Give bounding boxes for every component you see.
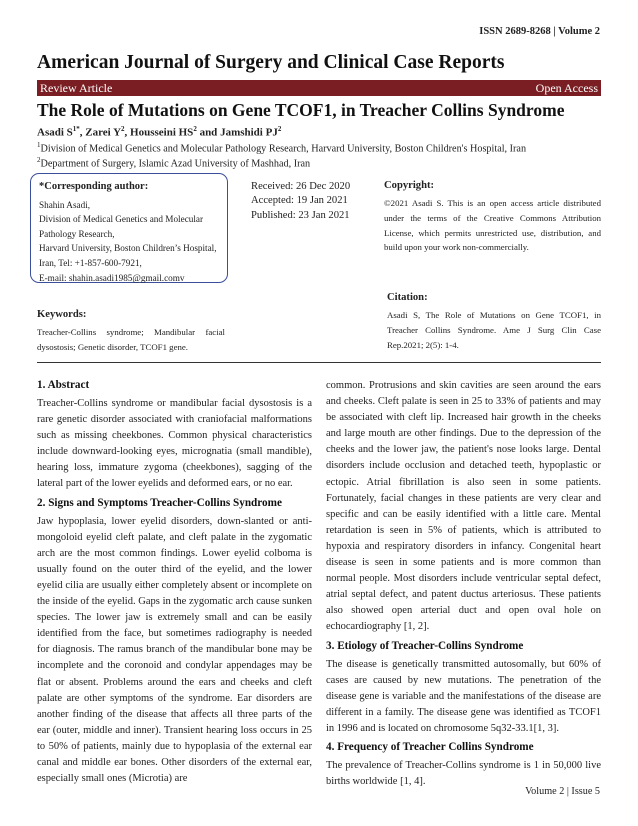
corresponding-line: Division of Medical Genetics and Molecular	[39, 214, 204, 225]
author-sup: 2	[277, 125, 282, 133]
author-name: Asadi S	[37, 126, 73, 139]
corresponding-line: Shahin Asadi,	[39, 199, 91, 210]
citation-heading: Citation:	[387, 292, 428, 303]
keywords-heading: Keywords:	[37, 309, 87, 320]
signs-continued-paragraph: common. Protrusions and skin cavities are seen around the ears and cheeks. Cleft palate is seen in 25 to 33% of patients and may be associated with cleft lip. Increased hair growth in the cheeks and large mouth are other findings. Due to the depression of the cheeks and the lower jaw, the patient's nose looks large. Dental disorders include occlusion and detached teeth, hypoplastic or ectopic. Atrial fibrillation is also seen in some patients. Fortunately, facial changes in these patients are very clear and specific and can be easily identified with a little care. Mental retardation is seen in 5% of patients, which is attributed to hypoxia and respiratory disorders in infancy. Congenital heart disease is seen in some patients and is more common than normal people. Most disorders include ventricular septal defect, atrial septal defect, and patent ductus arteriosus. These patients also showed open arterial duct and open oval hole on echocardiography [1, 2].	[326, 380, 601, 633]
author-list	[37, 125, 281, 139]
frequency-paragraph: The prevalence of Treacher-Collins syndrome is 1 in 50,000 live births worldwide [1, 4].	[326, 759, 601, 788]
author-name: Housseini HS	[130, 126, 194, 139]
citation-text: Asadi S, The Role of Mutations on Gene TCOF1, in Treacher Collins Syndrome. Ame J Surg Clin Case Rep.2021; 2(5): 1-4.	[387, 310, 601, 351]
corresponding-line: Iran, Tel: +1-857-600-7921,	[39, 257, 142, 268]
affiliation-text: Department of Surgery, Islamic Azad University of Mashhad, Iran	[40, 158, 311, 170]
section-heading-frequency: 4. Frequency of Treacher Collins Syndrome	[326, 740, 534, 753]
signs-paragraph: Jaw hypoplasia, lower eyelid disorders, down-slanted or anti-mongoloid eyelid cleft palate, and cleft palate in the zygomatic arch are the most common findings. Lower eyelid colboma is usually found on the outer third of the eyelid, and the lower eyelid cilia are usually either completely absent or incomplete on the inside of the eyelid. Gaps in the zygomatic arch cause sunken species. The lower jaw is extremely small and can be easily identified from the face, but sometimes radiography is needed for diagnosis. The ramus branch of the mandibular bone may be incomplete and the coronoid and condylar appendages may be flat or absent. Problems around the ears and cheeks and cleft palate are other symptoms of the syndrome. Ear disorders are another finding of the disease that affects all three parts of the ear (outer, middle and inner). Transient hearing loss occurs in 25 to 50% of patients, mainly due to hypoplasia of the external ear canal and middle ear bones. Other disorders of the external ear, especially small ones (Microtia) are	[37, 515, 312, 785]
etiology-paragraph: The disease is genetically transmitted autosomally, but 60% of cases are caused by new mutations. The penetration of the disease gene is variable and the manifestations of the disease are different in a family. The disease gene was identified as TCOF1 in 1996 and is located on chromosome 5q32-33.1[1, 3].	[326, 658, 601, 734]
article-title: The Role of Mutations on Gene TCOF1, in Treacher Collins Syndrome	[37, 100, 565, 120]
author-name: Jamshidi PJ	[220, 126, 278, 139]
keywords-text: Treacher-Collins syndrome; Mandibular facial dysostosis; Genetic disorder, TCOF1 gene.	[37, 327, 225, 353]
open-access-label: Open Access	[535, 81, 598, 95]
author-sup: 2	[121, 125, 125, 133]
published-date: Published: 23 Jan 2021	[251, 209, 350, 221]
article-type: Review Article	[40, 81, 113, 95]
article-dates	[251, 180, 350, 223]
corresponding-email[interactable]: E-mail: shahin.asadi1985@gmail.comv	[39, 272, 185, 283]
left-column	[37, 378, 312, 790]
corresponding-heading: *Corresponding author:	[39, 181, 149, 192]
issn-volume: ISSN 2689-8268 | Volume 2	[479, 26, 600, 37]
abstract-paragraph: Treacher-Collins syndrome or mandibular facial dysostosis is a rare genetic disorder associated with craniofacial malformations such as missing cheekbones. Common physical characteristics include downward-looking eyes, micrognatia (small mandible), hearing loss, immature zygoma (cheekbones), sagging of the lateral part of the lower eyelids and deformed ears, or no ear.	[37, 398, 312, 490]
section-heading-signs: 2. Signs and Symptoms Treacher-Collins Syndrome	[37, 496, 282, 509]
affiliation-text: Division of Medical Genetics and Molecular Pathology Research, Harvard University, Boston Children's Hospital, Iran	[40, 143, 527, 155]
corresponding-author-box	[30, 173, 228, 283]
section-heading-etiology: 3. Etiology of Treacher-Collins Syndrome	[326, 639, 524, 652]
author-name: Zarei Y	[85, 126, 122, 139]
section-divider	[37, 362, 601, 363]
author-separator: ,	[124, 126, 131, 139]
author-separator: ,	[79, 126, 86, 139]
author-separator: and	[196, 126, 221, 139]
journal-title: American Journal of Surgery and Clinical Case Reports	[37, 52, 505, 73]
accepted-date: Accepted: 19 Jan 2021	[251, 195, 348, 207]
copyright-text: ©2021 Asadi S. This is an open access article distributed under the terms of the Creative Commons Attribution License, which permits unrestricted use, distribution, and build upon your work non-commercially.	[384, 198, 601, 253]
received-date: Received: 26 Dec 2020	[251, 181, 351, 192]
affiliation-2	[37, 156, 310, 169]
page-footer: Volume 2 | Issue 5	[525, 786, 600, 797]
article-type-bar	[37, 80, 601, 96]
copyright-heading: Copyright:	[384, 180, 435, 191]
right-column	[326, 378, 601, 793]
corresponding-line: Harvard University, Boston Children’s Hospital,	[39, 243, 217, 254]
affiliation-1	[37, 141, 526, 154]
author-sup: 2	[193, 125, 197, 133]
corresponding-line: Pathology Research,	[39, 228, 115, 239]
affiliation-sup: 1	[37, 141, 41, 149]
author-sup: 1*	[72, 125, 80, 133]
affiliation-sup: 2	[37, 156, 41, 164]
section-heading-abstract: 1. Abstract	[37, 379, 90, 391]
